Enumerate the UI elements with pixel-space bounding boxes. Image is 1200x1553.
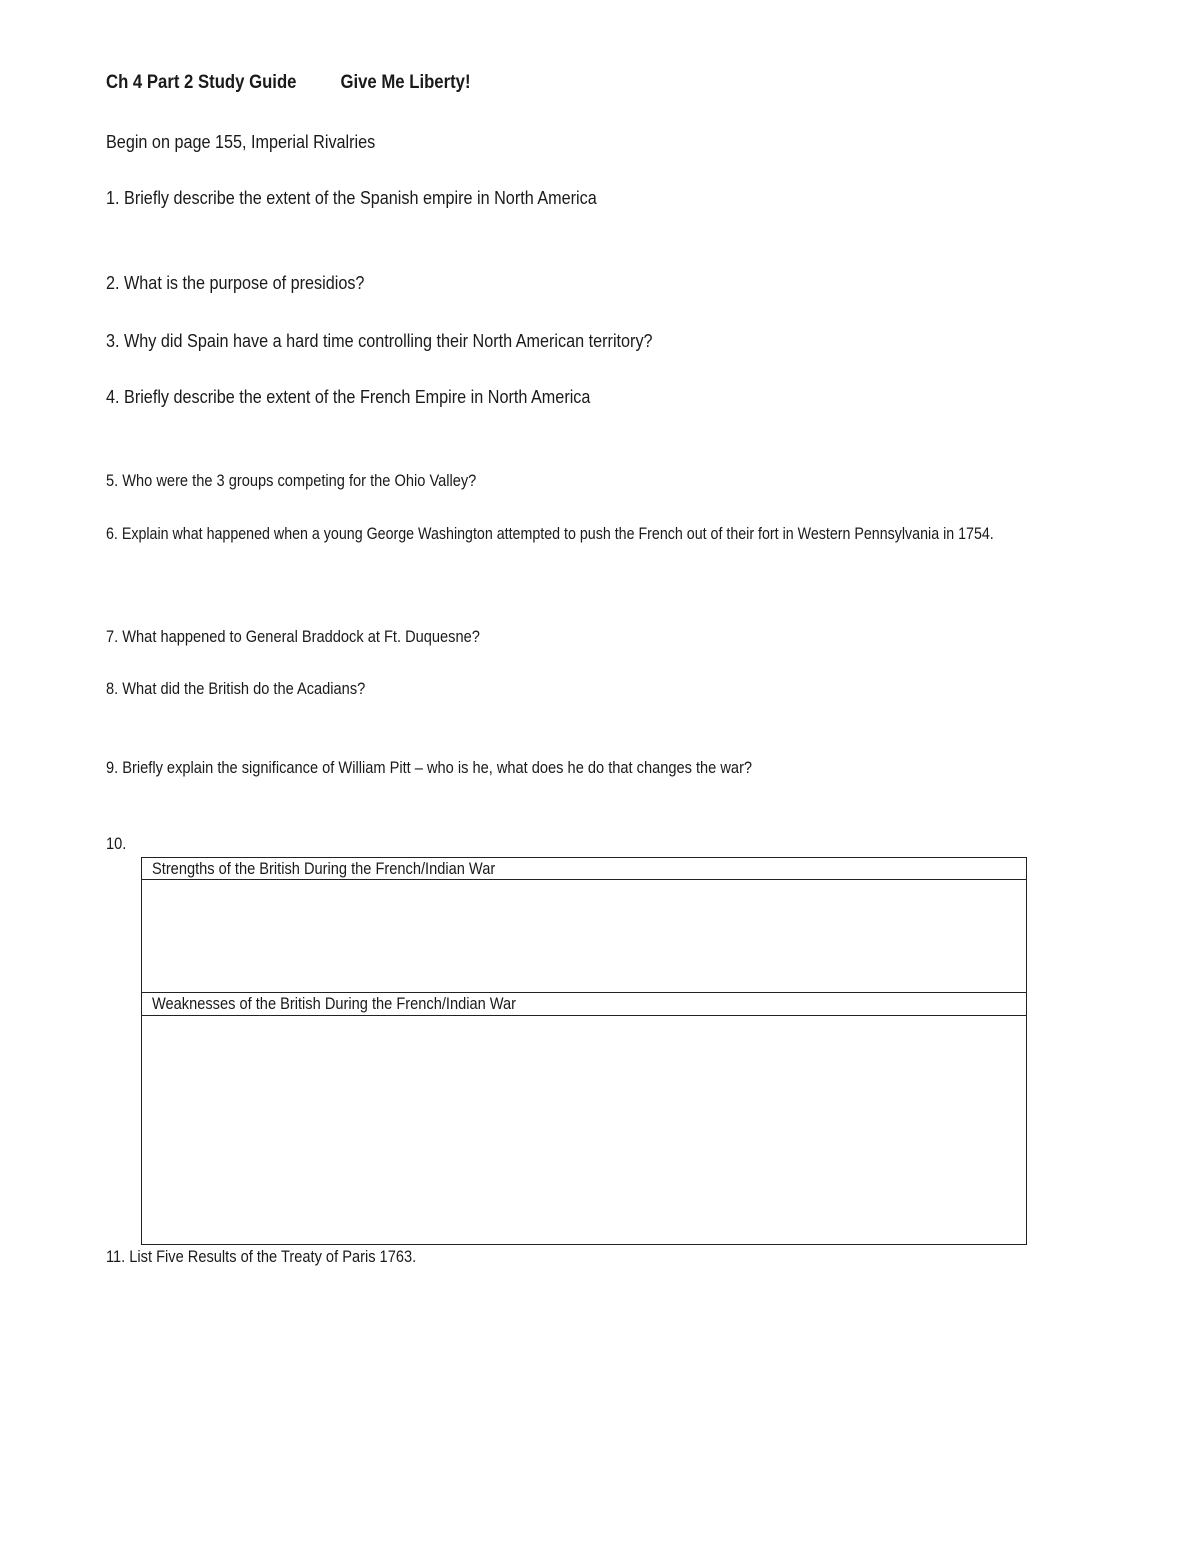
weaknesses-answer-cell[interactable] <box>142 1016 1026 1244</box>
title-text: Ch 4 Part 2 Study Guide <box>106 72 297 93</box>
question-1: 1. Briefly describe the extent of the Spanish empire in North America <box>106 188 597 208</box>
question-3: 3. Why did Spain have a hard time controlling their North American territory? <box>106 331 653 351</box>
question-11: 11. List Five Results of the Treaty of Paris 1763. <box>106 1247 417 1266</box>
weaknesses-header: Weaknesses of the British During the French/Indian War <box>152 994 517 1013</box>
question-5: 5. Who were the 3 groups competing for the Ohio Valley? <box>106 471 477 490</box>
question-6: 6. Explain what happened when a young George Washington attempted to push the French out of their fort in Western Pennsylvania in 1754. <box>106 524 994 543</box>
question-2: 2. What is the purpose of presidios? <box>106 273 365 293</box>
question-8: 8. What did the British do the Acadians? <box>106 679 366 698</box>
strengths-weaknesses-table <box>141 857 1027 1245</box>
weaknesses-header-row <box>142 992 1026 1016</box>
question-9: 9. Briefly explain the significance of William Pitt – who is he, what does he do that changes the war? <box>106 758 753 777</box>
page-title <box>106 72 471 94</box>
strengths-answer-cell[interactable] <box>142 880 1026 992</box>
subtitle-text: Give Me Liberty! <box>340 72 471 93</box>
question-7: 7. What happened to General Braddock at Ft. Duquesne? <box>106 627 480 646</box>
strengths-header-row <box>142 858 1026 880</box>
begin-note: Begin on page 155, Imperial Rivalries <box>106 132 376 152</box>
question-10: 10. <box>106 834 127 853</box>
strengths-header: Strengths of the British During the French/Indian War <box>152 859 496 878</box>
question-4: 4. Briefly describe the extent of the French Empire in North America <box>106 387 591 407</box>
